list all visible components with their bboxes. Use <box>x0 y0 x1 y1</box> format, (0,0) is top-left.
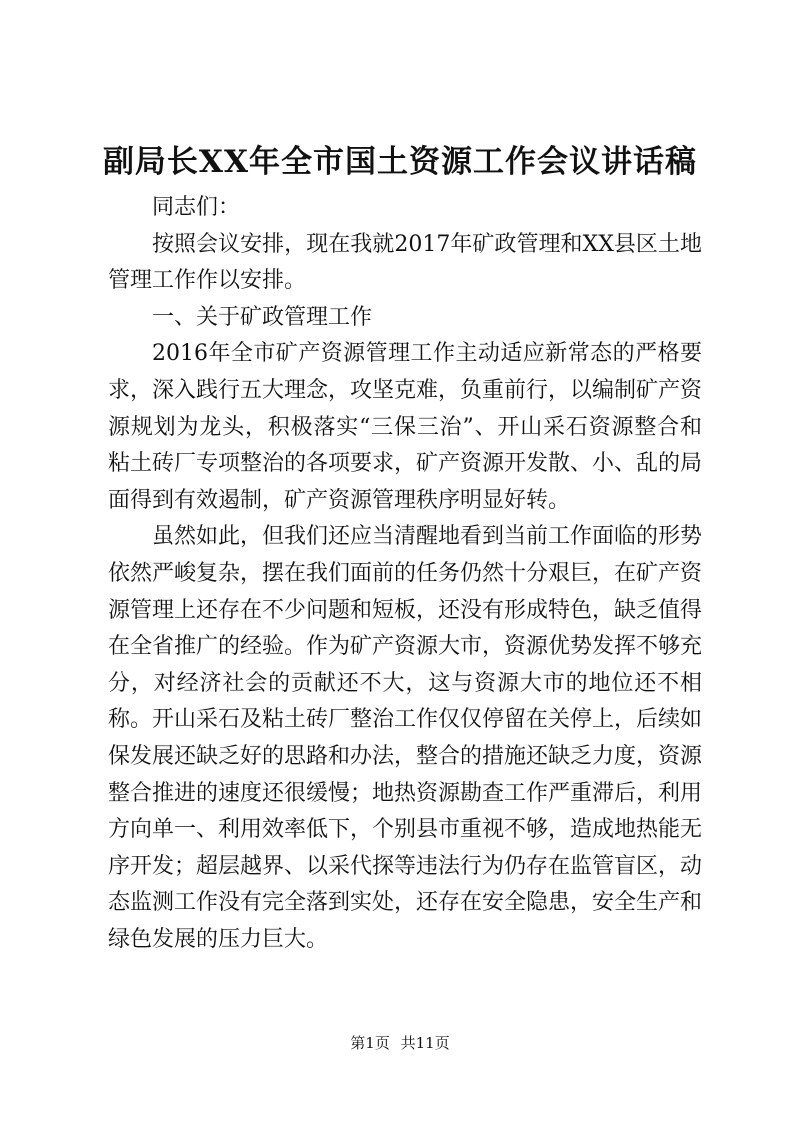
page-footer <box>0 1033 800 1053</box>
document-title: 副局长XX年全市国土资源工作会议讲话稿 <box>102 144 698 180</box>
page-total: 共11页 <box>400 1034 450 1052</box>
section-heading: 一、关于矿政管理工作 <box>152 304 373 330</box>
document-body <box>108 190 702 958</box>
paragraph-problems: 虽然如此，但我们还应当清醒地看到当前工作面临的形势依然严峻复杂，摆在我们面前的任务仍然十分艰巨，在矿产资源管理上还存在不少问题和短板，还没有形成特色，缺乏值得在全省推广的经验。作为矿产资源大市，资源优势发挥不够充分，对经济社会的贡献还不大，这与资源大市的地位还不相称。开山采石及粘土砖厂整治工作仅仅停留在关停上，后续如保发展还缺乏好的思路和办法，整合的措施还缺乏力度，资源整合推进的速度还很缓慢；地热资源勘查工作严重滞后，利用方向单一、利用效率低下，个别县市重视不够，造成地热能无序开发；超层越界、以采代探等违法行为仍存在监管盲区，动态监测工作没有完全落到实处，还存在安全隐患，安全生产和绿色发展的压力巨大。 <box>108 524 703 952</box>
page-number: 第1页 <box>350 1034 390 1052</box>
paragraph-2016-summary: 2016年全市矿产资源管理工作主动适应新常态的严格要求，深入践行五大理念，攻坚克难，负重前行，以编制矿产资源规划为龙头，积极落实“三保三治”、开山采石资源整合和粘土砖厂专项整治的各项要求，矿产资源开发散、小、乱的局面得到有效遏制，矿产资源管理秩序明显好转。 <box>108 341 703 513</box>
salutation: 同志们： <box>152 195 241 220</box>
paragraph-intro: 按照会议安排，现在我就2017年矿政管理和XX县区土地管理工作作以安排。 <box>108 231 702 294</box>
